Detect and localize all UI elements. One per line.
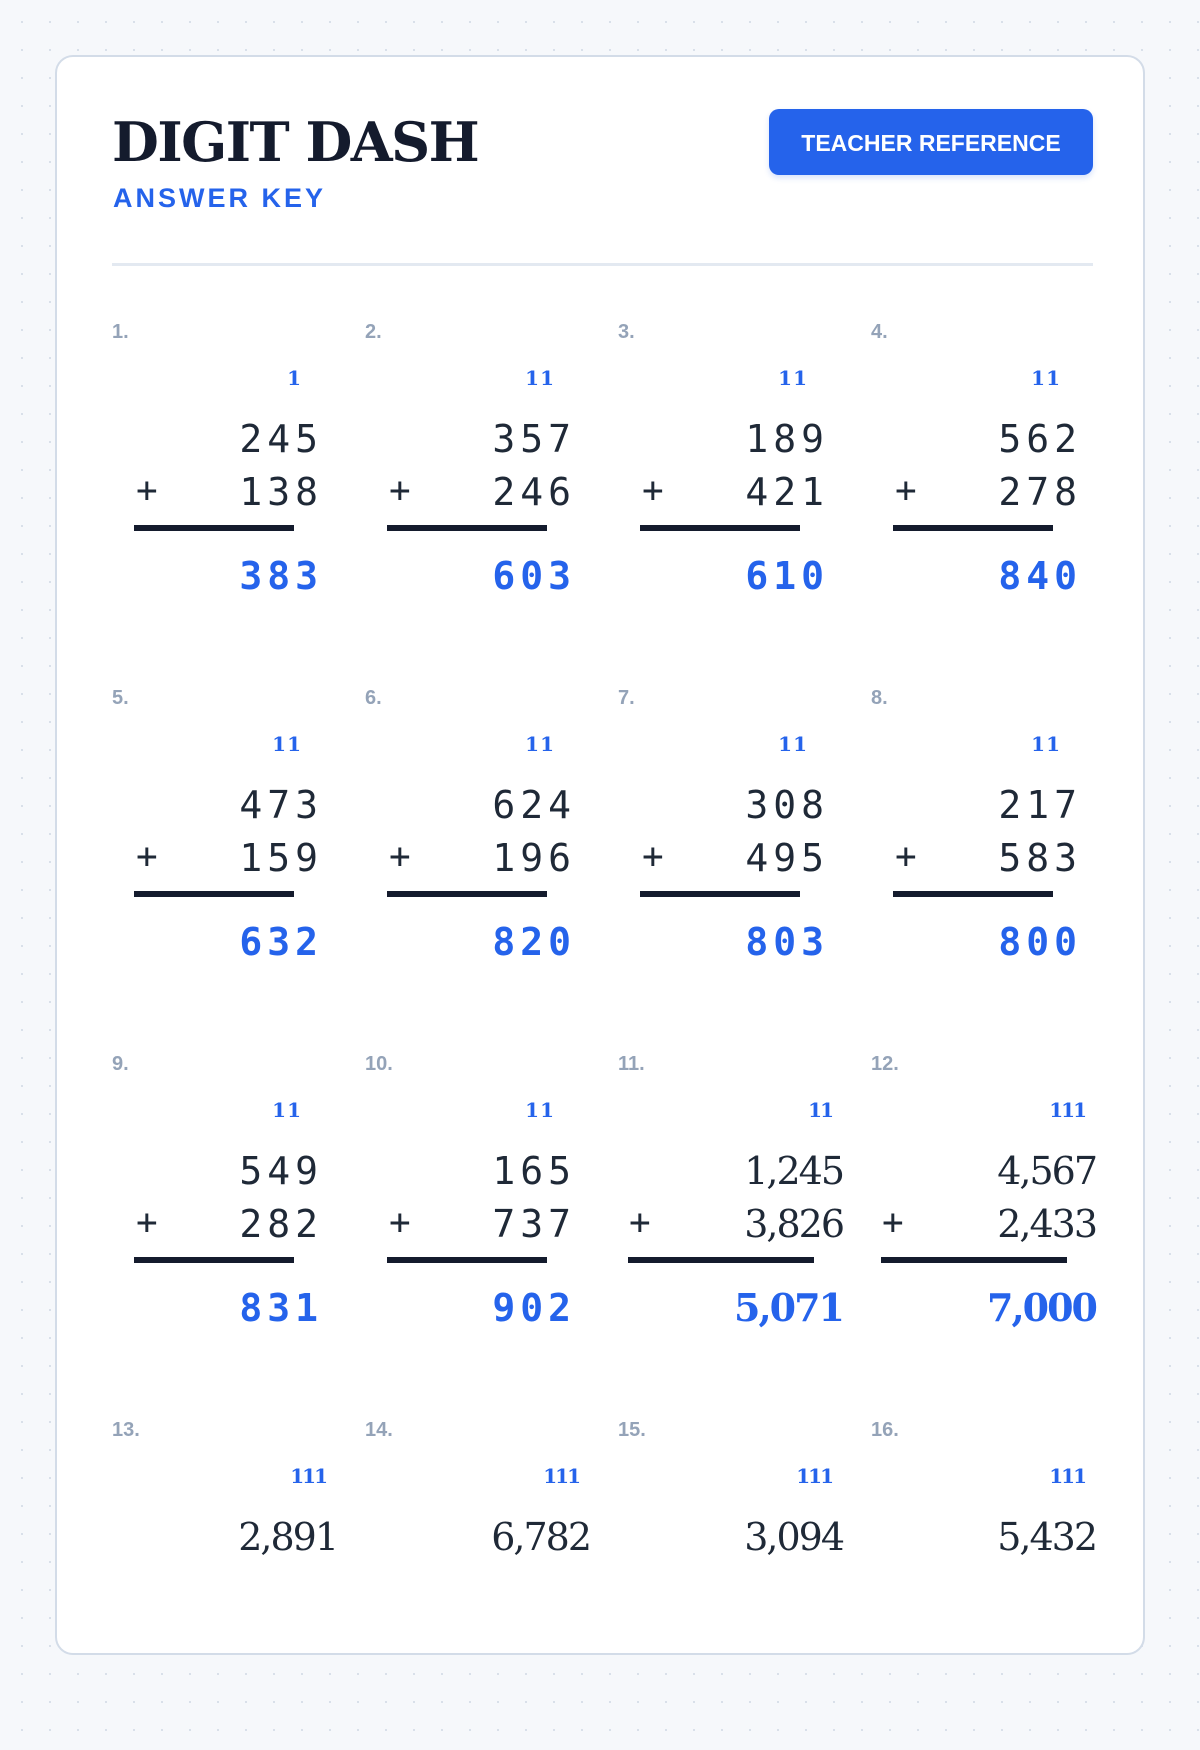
carry-digits: 111 — [796, 1464, 832, 1488]
carry-digits: 11 — [1031, 732, 1061, 756]
problem-number: 5. — [112, 687, 129, 709]
carry-digits: 11 — [778, 732, 808, 756]
sum-line — [893, 525, 1053, 531]
problem-number: 3. — [618, 321, 635, 343]
problem-card — [871, 1419, 1096, 1750]
sum-line — [881, 1257, 1067, 1263]
answer-key-card — [55, 55, 1145, 1655]
top-addend: 3,094 — [744, 1515, 843, 1559]
problem-number: 2. — [365, 321, 382, 343]
top-addend: 1,245 — [744, 1149, 843, 1193]
answer: 383 — [239, 554, 323, 598]
bottom-addend: 2,433 — [997, 1202, 1096, 1246]
plus-sign: + — [629, 1202, 651, 1243]
carry-digits: 1 — [287, 366, 302, 390]
top-addend: 2,891 — [238, 1515, 337, 1559]
answer: 7,000 — [987, 1285, 1096, 1330]
problem-card — [618, 1419, 843, 1750]
plus-sign: + — [136, 836, 158, 877]
top-addend: 4,567 — [997, 1149, 1096, 1193]
carry-digits: 111 — [290, 1464, 326, 1488]
top-addend: 165 — [492, 1149, 576, 1193]
answer: 5,071 — [734, 1285, 843, 1330]
problem-card — [871, 688, 1091, 1018]
plus-sign: + — [389, 1202, 411, 1243]
sum-line — [640, 891, 800, 897]
plus-sign: + — [136, 1202, 158, 1243]
problem-number: 12. — [871, 1053, 899, 1075]
answer: 610 — [745, 554, 829, 598]
problem-card — [365, 688, 585, 1018]
problem-number: 16. — [871, 1419, 899, 1441]
carry-digits: 11 — [778, 366, 808, 390]
plus-sign: + — [389, 470, 411, 511]
problem-card — [871, 1053, 1096, 1384]
problem-number: 8. — [871, 687, 888, 709]
plus-sign: + — [389, 836, 411, 877]
sum-line — [134, 891, 294, 897]
problem-card — [112, 688, 332, 1018]
problem-number: 4. — [871, 321, 888, 343]
problem-number: 6. — [365, 687, 382, 709]
problem-number: 9. — [112, 1053, 129, 1075]
bottom-addend: 246 — [492, 470, 576, 514]
plus-sign: + — [136, 470, 158, 511]
answer: 632 — [239, 920, 323, 964]
carry-digits: 111 — [1049, 1098, 1085, 1122]
carry-digits: 11 — [272, 1098, 302, 1122]
problem-number: 7. — [618, 687, 635, 709]
answer: 603 — [492, 554, 576, 598]
top-addend: 549 — [239, 1149, 323, 1193]
problem-number: 10. — [365, 1053, 393, 1075]
sum-line — [640, 525, 800, 531]
top-addend: 245 — [239, 417, 323, 461]
problem-number: 1. — [112, 321, 129, 343]
problem-card — [618, 1053, 843, 1384]
sum-line — [134, 1257, 294, 1263]
problem-card — [112, 322, 332, 652]
problem-card — [365, 1419, 590, 1750]
plus-sign: + — [895, 470, 917, 511]
plus-sign: + — [895, 836, 917, 877]
carry-digits: 11 — [1031, 366, 1061, 390]
top-addend: 189 — [745, 417, 829, 461]
page-subtitle: ANSWER KEY — [113, 183, 327, 213]
bottom-addend: 737 — [492, 1202, 576, 1246]
carry-digits: 11 — [525, 1098, 555, 1122]
header-divider — [112, 263, 1093, 266]
plus-sign: + — [642, 470, 664, 511]
problem-card — [871, 322, 1091, 652]
top-addend: 308 — [745, 783, 829, 827]
problem-card — [618, 688, 838, 1018]
problem-number: 15. — [618, 1419, 646, 1441]
bottom-addend: 159 — [239, 836, 323, 880]
problem-card — [618, 322, 838, 652]
problem-card — [365, 1054, 585, 1384]
carry-digits: 111 — [543, 1464, 579, 1488]
carry-digits: 11 — [525, 732, 555, 756]
answer: 840 — [998, 554, 1082, 598]
plus-sign: + — [882, 1202, 904, 1243]
plus-sign: + — [642, 836, 664, 877]
top-addend: 624 — [492, 783, 576, 827]
bottom-addend: 278 — [998, 470, 1082, 514]
answer: 800 — [998, 920, 1082, 964]
teacher-reference-button[interactable]: TEACHER REFERENCE — [769, 109, 1093, 175]
top-addend: 562 — [998, 417, 1082, 461]
bottom-addend: 495 — [745, 836, 829, 880]
top-addend: 357 — [492, 417, 576, 461]
bottom-addend: 282 — [239, 1202, 323, 1246]
top-addend: 217 — [998, 783, 1082, 827]
answer: 831 — [239, 1286, 323, 1330]
sum-line — [387, 1257, 547, 1263]
problem-card — [365, 322, 585, 652]
answer: 803 — [745, 920, 829, 964]
sum-line — [893, 891, 1053, 897]
sum-line — [134, 525, 294, 531]
sum-line — [628, 1257, 814, 1263]
problem-number: 13. — [112, 1419, 140, 1441]
bottom-addend: 3,826 — [744, 1202, 843, 1246]
problem-number: 14. — [365, 1419, 393, 1441]
problem-number: 11. — [618, 1053, 645, 1075]
bottom-addend: 138 — [239, 470, 323, 514]
sum-line — [387, 525, 547, 531]
carry-digits: 111 — [1049, 1464, 1085, 1488]
carry-digits: 11 — [525, 366, 555, 390]
sum-line — [387, 891, 547, 897]
answer: 820 — [492, 920, 576, 964]
problem-card — [112, 1054, 332, 1384]
bottom-addend: 196 — [492, 836, 576, 880]
carry-digits: 11 — [272, 732, 302, 756]
top-addend: 5,432 — [997, 1515, 1096, 1559]
problem-card — [112, 1419, 337, 1750]
top-addend: 6,782 — [491, 1515, 590, 1559]
page-title: DIGIT DASH — [112, 110, 479, 174]
carry-digits: 11 — [808, 1098, 832, 1122]
answer: 902 — [492, 1286, 576, 1330]
top-addend: 473 — [239, 783, 323, 827]
bottom-addend: 583 — [998, 836, 1082, 880]
bottom-addend: 421 — [745, 470, 829, 514]
